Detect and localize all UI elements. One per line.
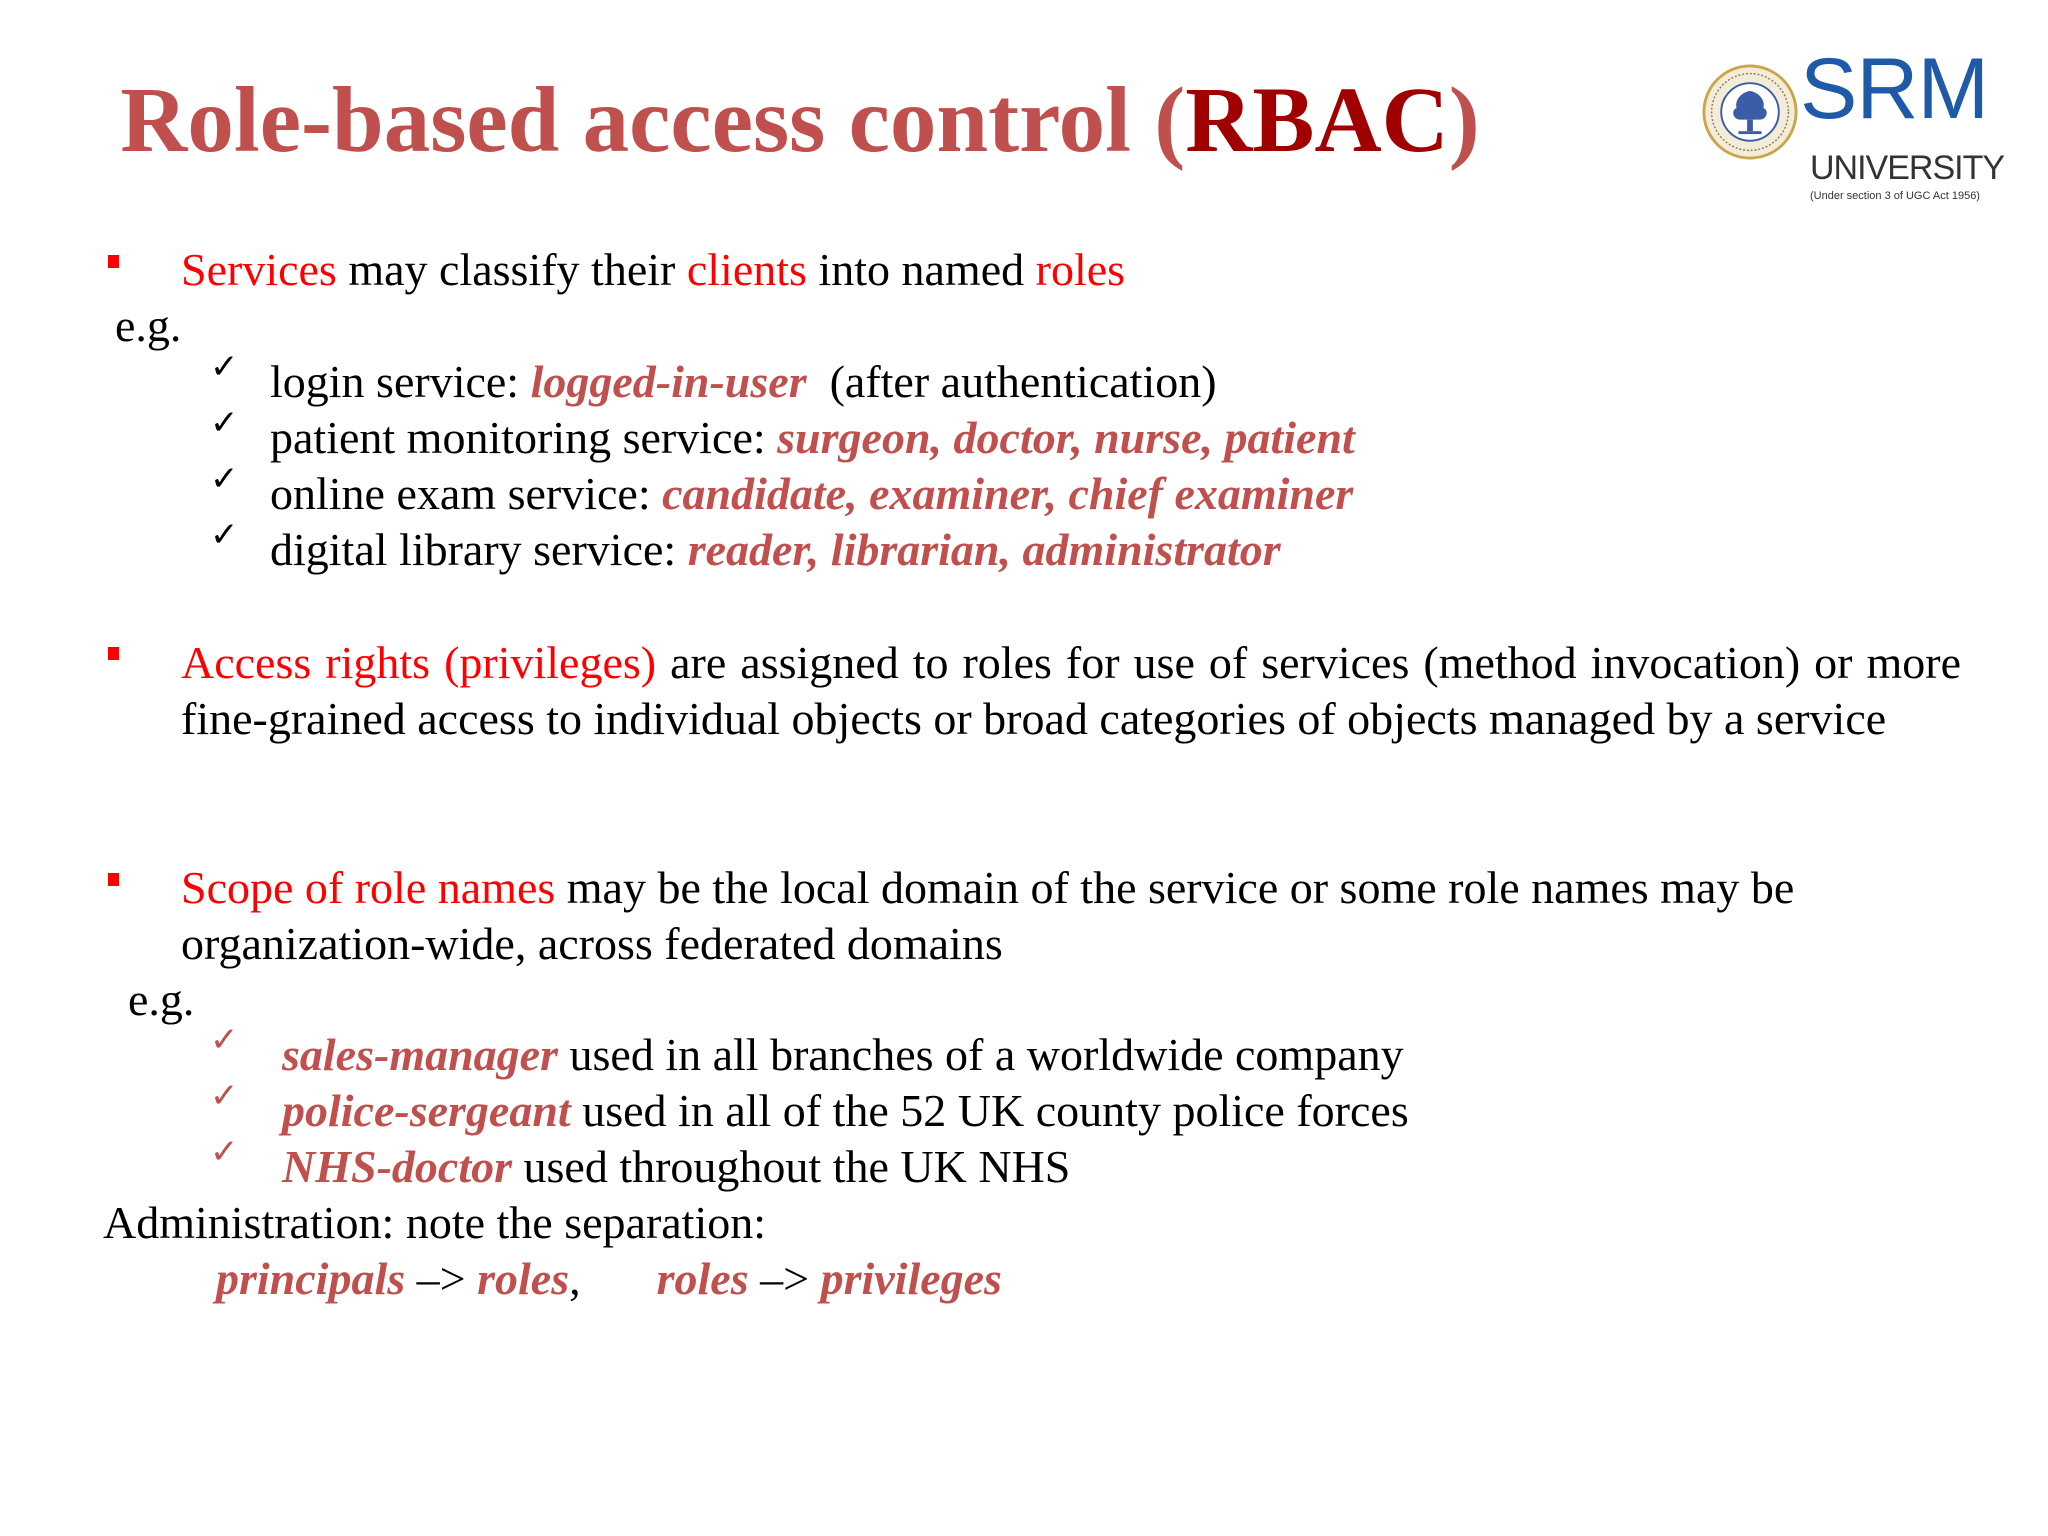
administration-note: Administration: note the separation: [103, 1197, 767, 1248]
term-services: Services [181, 244, 337, 295]
bullet-1-text: Services may classify their clients into named roles [181, 244, 1126, 295]
term-clients: clients [686, 244, 807, 295]
list-item: sales-manager used in all branches of a worldwide company [282, 1029, 1404, 1080]
title-close: ) [1448, 69, 1480, 172]
title-acronym: RBAC [1185, 69, 1449, 172]
slide-title [0, 70, 1600, 172]
logo-name: SRM [1800, 41, 1989, 137]
eg-label-2: e.g. [128, 974, 195, 1025]
logo-subtitle: UNIVERSITY [1810, 149, 2005, 187]
list-item: digital library service: reader, librarian, administrator [270, 524, 1281, 575]
list-item: online exam service: candidate, examiner, chief examiner [270, 468, 1354, 519]
title-main: Role-based access control ( [120, 69, 1186, 172]
list-item: police-sergeant used in all of the 52 UK county police forces [282, 1085, 1409, 1136]
university-seal-icon [1702, 64, 1798, 160]
bullet-2-text: Access rights (privileges) are assigned to roles for use of services (method invocation) or more fine-grained access to individual objects or broad categories of objects managed by a service [181, 637, 1961, 744]
logo-note: (Under section 3 of UGC Act 1956) [1810, 190, 1980, 202]
term-access-rights: Access rights (privileges) [181, 637, 657, 688]
check-icon: ✓ [210, 515, 239, 555]
check-icon: ✓ [210, 403, 239, 443]
check-icon: ✓ [210, 1132, 239, 1172]
bullet-marker [108, 255, 119, 268]
bullet-marker [108, 647, 119, 660]
university-logo [1702, 41, 2012, 210]
check-icon: ✓ [210, 1020, 239, 1060]
list-item: patient monitoring service: surgeon, doctor, nurse, patient [270, 412, 1355, 463]
separation-line: principals –> roles, roles –> privileges [216, 1253, 1002, 1304]
list-item: login service: logged-in-user (after authentication) [270, 356, 1217, 407]
term-roles: roles [1035, 244, 1126, 295]
eg-label-1: e.g. [115, 300, 182, 351]
check-icon: ✓ [210, 347, 239, 387]
term-scope: Scope of role names [181, 862, 556, 913]
check-icon: ✓ [210, 1076, 239, 1116]
bullet-3-text: Scope of role names may be the local domain of the service or some role names may be organization-wide, across federated domains [181, 862, 1795, 969]
check-icon: ✓ [210, 459, 239, 499]
list-item: NHS-doctor used throughout the UK NHS [282, 1141, 1071, 1192]
bullet-marker [108, 873, 119, 886]
